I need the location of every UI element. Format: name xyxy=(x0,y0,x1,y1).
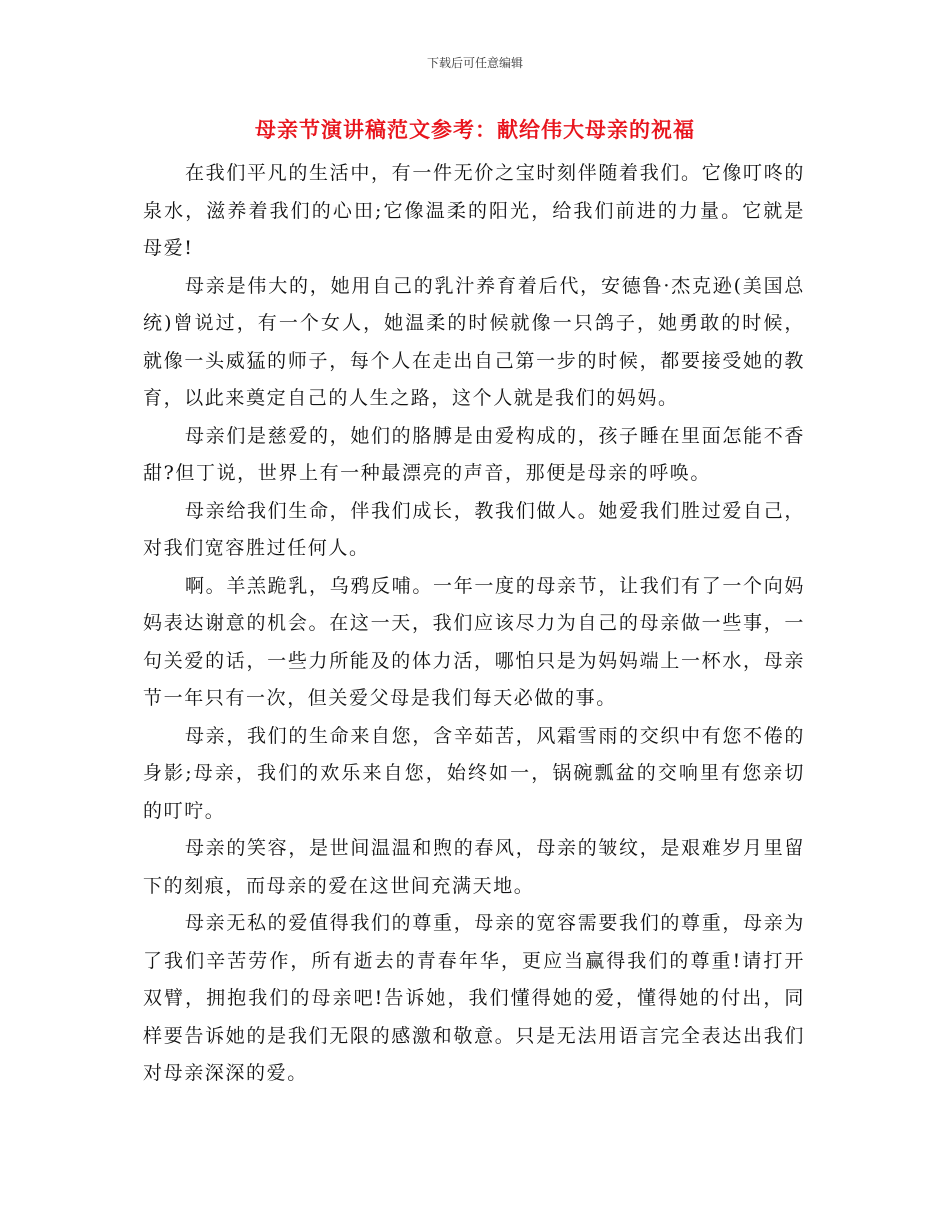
paragraph: 母亲给我们生命，伴我们成长，教我们做人。她爱我们胜过爱自己，对我们宽容胜过任何人。 xyxy=(143,499,805,559)
document-body xyxy=(143,155,805,1093)
header-note: 下载后可任意编辑 xyxy=(426,56,523,70)
paragraph: 母亲无私的爱值得我们的尊重，母亲的宽容需要我们的尊重，母亲为了我们辛苦劳作，所有逝去的青春年华，更应当赢得我们的尊重!请打开双臂，拥抱我们的母亲吧!告诉她，我们懂得她的爱，懂得她的付出，同样要告诉她的是我们无限的感激和敬意。只是无法用语言完全表达出我们对母亲深深的爱。 xyxy=(143,912,805,1084)
paragraph: 母亲是伟大的，她用自己的乳汁养育着后代，安德鲁·杰克逊(美国总统)曾说过，有一个女人，她温柔的时候就像一只鸽子，她勇敢的时候，就像一头威猛的师子，每个人在走出自己第一步的时候，都要接受她的教育，以此来奠定自己的人生之路，这个人就是我们的妈妈。 xyxy=(143,274,805,409)
paragraph: 啊。羊羔跪乳，乌鸦反哺。一年一度的母亲节，让我们有了一个向妈妈表达谢意的机会。在这一天，我们应该尽力为自己的母亲做一些事，一句关爱的话，一些力所能及的体力活，哪怕只是为妈妈端上一杯水，母亲节一年只有一次，但关爱父母是我们每天必做的事。 xyxy=(143,574,805,709)
paragraph: 母亲的笑容，是世间温温和煦的春风，母亲的皱纹，是艰难岁月里留下的刻痕，而母亲的爱在这世间充满天地。 xyxy=(143,837,805,897)
paragraph: 在我们平凡的生活中，有一件无价之宝时刻伴随着我们。它像叮咚的泉水，滋养着我们的心田;它像温柔的阳光，给我们前进的力量。它就是母爱! xyxy=(143,162,805,259)
document-title: 母亲节演讲稿范文参考：献给伟大母亲的祝福 xyxy=(255,118,695,142)
paragraph: 母亲，我们的生命来自您，含辛茹苦，风霜雪雨的交织中有您不倦的身影;母亲，我们的欢乐来自您，始终如一，锅碗瓢盆的交响里有您亲切的叮咛。 xyxy=(143,724,805,822)
paragraph: 母亲们是慈爱的，她们的胳膊是由爱构成的，孩子睡在里面怎能不香甜?但丁说，世界上有一种最漂亮的声音，那便是母亲的呼唤。 xyxy=(143,424,805,484)
